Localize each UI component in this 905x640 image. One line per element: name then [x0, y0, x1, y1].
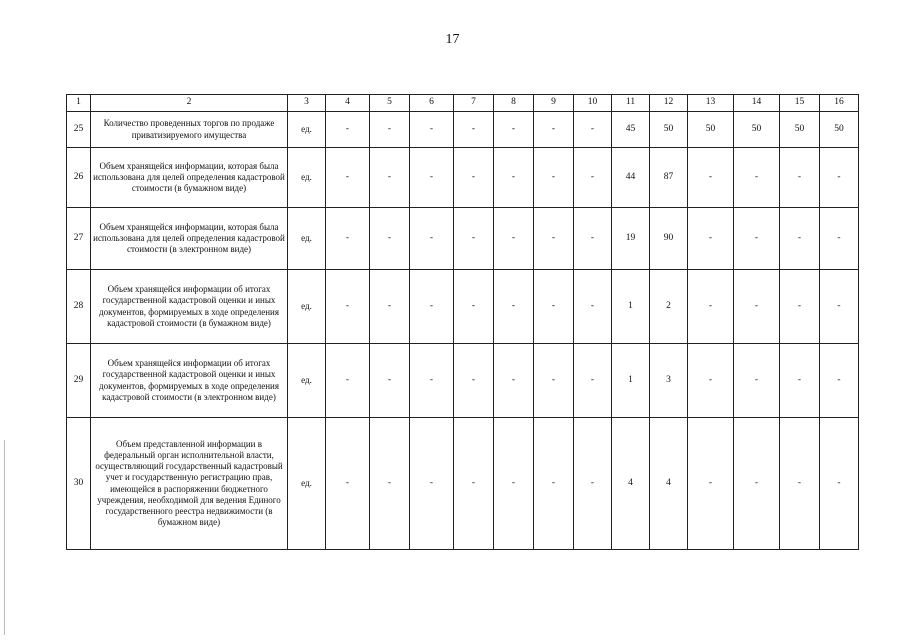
value-cell: -: [370, 270, 410, 344]
column-header-9: 9: [534, 95, 574, 112]
value-cell: -: [688, 148, 734, 208]
row-number: 28: [67, 270, 91, 344]
value-cell: -: [780, 344, 820, 418]
table-row: [67, 418, 859, 550]
value-cell: -: [454, 270, 494, 344]
value-cell: -: [820, 208, 859, 270]
value-cell: -: [370, 148, 410, 208]
value-cell: -: [410, 148, 454, 208]
value-cell: -: [780, 148, 820, 208]
indicator-name: Объем хранящейся информации, которая была использована для целей определения кадастровой стоимости (в электронном виде): [91, 208, 288, 270]
value-cell: -: [410, 270, 454, 344]
column-header-1: 1: [67, 95, 91, 112]
value-cell: -: [370, 208, 410, 270]
column-header-2: 2: [91, 95, 288, 112]
value-cell: 4: [650, 418, 688, 550]
value-cell: -: [780, 418, 820, 550]
row-number: 29: [67, 344, 91, 418]
column-header-5: 5: [370, 95, 410, 112]
scan-edge-line: [4, 440, 5, 635]
value-cell: -: [410, 344, 454, 418]
table-row: [67, 270, 859, 344]
value-cell: -: [410, 112, 454, 148]
value-cell: -: [326, 418, 370, 550]
value-cell: 3: [650, 344, 688, 418]
value-cell: -: [734, 208, 780, 270]
value-cell: -: [780, 270, 820, 344]
value-cell: 2: [650, 270, 688, 344]
value-cell: -: [734, 148, 780, 208]
value-cell: -: [454, 208, 494, 270]
indicator-name: Объем хранящейся информации, которая была использована для целей определения кадастровой стоимости (в бумажном виде): [91, 148, 288, 208]
value-cell: -: [454, 148, 494, 208]
value-cell: -: [820, 270, 859, 344]
value-cell: -: [574, 270, 612, 344]
header-row: [67, 95, 859, 112]
table-row: [67, 208, 859, 270]
value-cell: -: [534, 208, 574, 270]
page-number: 17: [445, 32, 460, 47]
value-cell: 50: [780, 112, 820, 148]
column-header-15: 15: [780, 95, 820, 112]
row-number: 27: [67, 208, 91, 270]
column-header-7: 7: [454, 95, 494, 112]
value-cell: -: [688, 270, 734, 344]
value-cell: -: [734, 344, 780, 418]
value-cell: -: [688, 344, 734, 418]
value-cell: -: [494, 112, 534, 148]
table-row: [67, 112, 859, 148]
indicator-name: Объем представленной информации в федеральный орган исполнительной власти, осуществляющий государственный кадастровый учет и государственную регистрацию прав, имеющейся в распоряжении бюджетного учреждения, необходимой для ведения Единого государственного реестра недвижимости (в бумажном виде): [91, 418, 288, 550]
column-header-11: 11: [612, 95, 650, 112]
value-cell: -: [370, 418, 410, 550]
indicators-table: [66, 94, 859, 550]
value-cell: 50: [688, 112, 734, 148]
value-cell: -: [494, 148, 534, 208]
unit-cell: ед.: [288, 112, 326, 148]
value-cell: -: [454, 418, 494, 550]
unit-cell: ед.: [288, 270, 326, 344]
unit-cell: ед.: [288, 344, 326, 418]
value-cell: -: [494, 418, 534, 550]
value-cell: 50: [650, 112, 688, 148]
value-cell: -: [534, 148, 574, 208]
value-cell: -: [534, 344, 574, 418]
value-cell: 50: [734, 112, 780, 148]
value-cell: 87: [650, 148, 688, 208]
value-cell: 1: [612, 270, 650, 344]
value-cell: -: [820, 344, 859, 418]
indicator-name: Объем хранящейся информации об итогах государственной кадастровой оценки и иных документов, формируемых в ходе определения кадастровой стоимости (в электронном виде): [91, 344, 288, 418]
value-cell: -: [326, 208, 370, 270]
table-row: [67, 344, 859, 418]
table-body: [67, 112, 859, 550]
value-cell: -: [326, 112, 370, 148]
unit-cell: ед.: [288, 148, 326, 208]
value-cell: -: [410, 208, 454, 270]
column-header-12: 12: [650, 95, 688, 112]
value-cell: -: [370, 112, 410, 148]
column-header-14: 14: [734, 95, 780, 112]
indicator-name: Количество проведенных торгов по продаже приватизируемого имущества: [91, 112, 288, 148]
value-cell: 50: [820, 112, 859, 148]
column-header-6: 6: [410, 95, 454, 112]
value-cell: -: [454, 112, 494, 148]
value-cell: -: [534, 270, 574, 344]
value-cell: -: [820, 148, 859, 208]
value-cell: -: [574, 148, 612, 208]
indicator-name: Объем хранящейся информации об итогах государственной кадастровой оценки и иных документов, формируемых в ходе определения кадастровой стоимости (в бумажном виде): [91, 270, 288, 344]
value-cell: -: [534, 418, 574, 550]
column-header-13: 13: [688, 95, 734, 112]
unit-cell: ед.: [288, 208, 326, 270]
column-header-3: 3: [288, 95, 326, 112]
value-cell: 19: [612, 208, 650, 270]
value-cell: -: [574, 208, 612, 270]
value-cell: -: [326, 344, 370, 418]
value-cell: -: [410, 418, 454, 550]
value-cell: -: [494, 208, 534, 270]
row-number: 26: [67, 148, 91, 208]
column-header-16: 16: [820, 95, 859, 112]
value-cell: -: [494, 270, 534, 344]
value-cell: -: [574, 112, 612, 148]
value-cell: -: [534, 112, 574, 148]
value-cell: -: [734, 418, 780, 550]
unit-cell: ед.: [288, 418, 326, 550]
value-cell: -: [688, 208, 734, 270]
table-row: [67, 148, 859, 208]
row-number: 25: [67, 112, 91, 148]
value-cell: -: [820, 418, 859, 550]
value-cell: 45: [612, 112, 650, 148]
value-cell: 4: [612, 418, 650, 550]
column-header-4: 4: [326, 95, 370, 112]
value-cell: -: [370, 344, 410, 418]
value-cell: -: [574, 344, 612, 418]
value-cell: -: [454, 344, 494, 418]
row-number: 30: [67, 418, 91, 550]
column-header-10: 10: [574, 95, 612, 112]
value-cell: -: [494, 344, 534, 418]
column-header-8: 8: [494, 95, 534, 112]
value-cell: -: [688, 418, 734, 550]
value-cell: -: [326, 148, 370, 208]
value-cell: -: [326, 270, 370, 344]
value-cell: 44: [612, 148, 650, 208]
value-cell: -: [574, 418, 612, 550]
value-cell: -: [780, 208, 820, 270]
value-cell: 1: [612, 344, 650, 418]
value-cell: 90: [650, 208, 688, 270]
value-cell: -: [734, 270, 780, 344]
